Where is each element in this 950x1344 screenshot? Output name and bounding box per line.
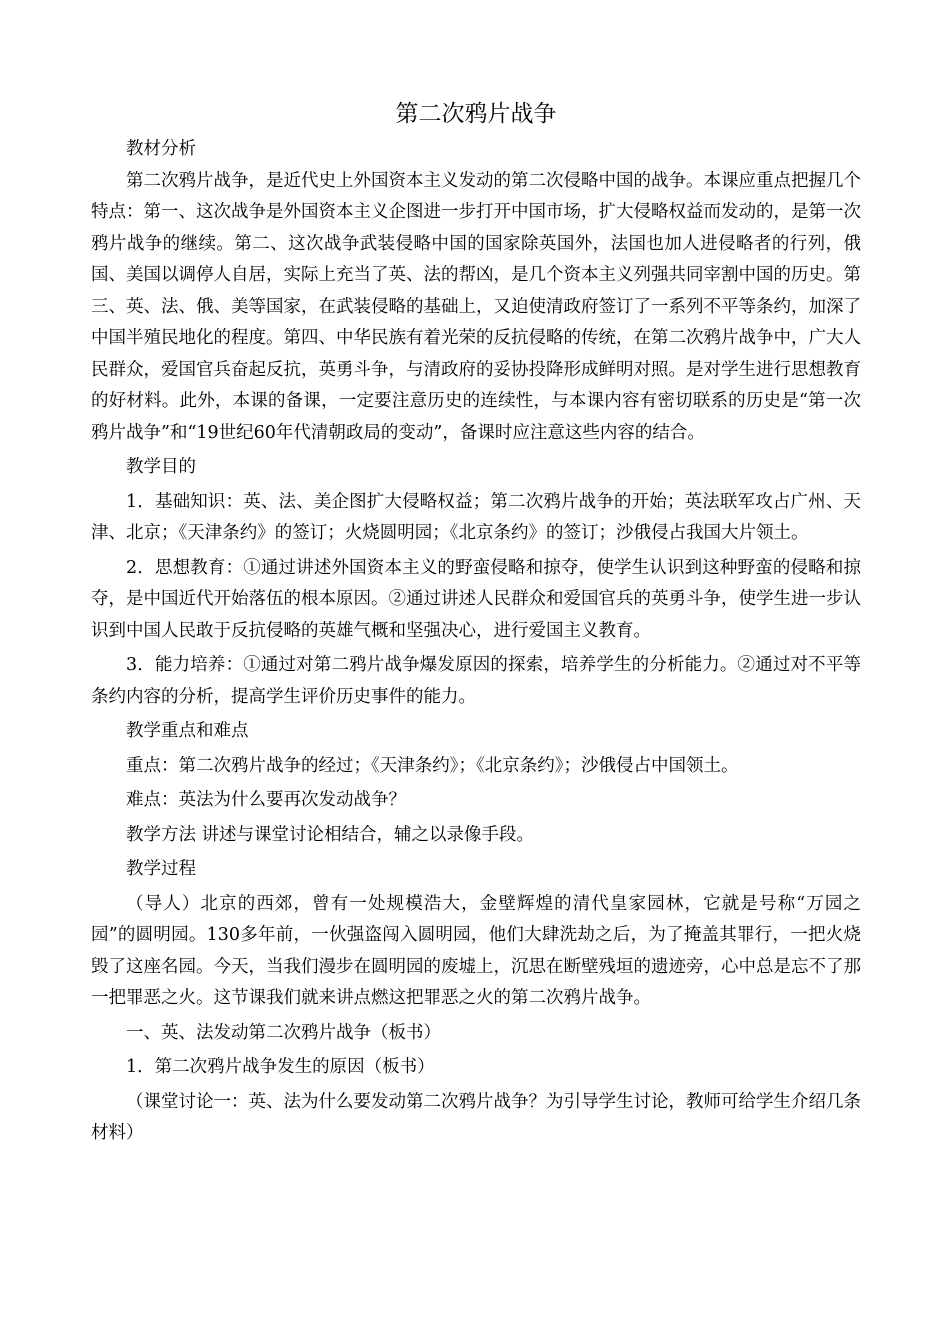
board-heading-1: 一、英、法发动第二次鸦片战争（板书） <box>126 1022 441 1043</box>
goal-ability-training: 3．能力培养：①通过对第二鸦片战争爆发原因的探索，培养学生的分析能力。②通过对不平等条约内容的分析，提高学生评价历史事件的能力。 <box>91 655 861 707</box>
discussion-paragraph: （课堂讨论一：英、法为什么要发动第二次鸦片战争？为引导学生讨论，教师可给学生介绍几条材料） <box>91 1091 861 1143</box>
section-heading-analysis: 教材分析 <box>126 139 196 159</box>
key-point-text: 重点：第二次鸦片战争的经过；《天津条约》；《北京条约》；沙俄侵占中国领土。 <box>126 755 739 776</box>
section-heading-key-points: 教学重点和难点 <box>126 721 249 741</box>
document-title: 第二次鸦片战争 <box>395 101 557 127</box>
intro-paragraph: （导人）北京的西郊，曾有一处规模浩大，金壁辉煌的清代皇家园林，它就是号称“万园之园”的圆明园。130多年前，一伙强盗闯入圆明园，他们大肆洗劫之后，为了掩盖其罪行，一把火烧毁了这座名园。今天，当我们漫步在圆明园的废墟上，沉思在断壁残垣的遗迹旁，心中总是忘不了那一把罪恶之火。这节课我们就来讲点燃这把罪恶之火的第二次鸦片战争。 <box>91 893 861 1008</box>
document-page <box>91 96 861 1150</box>
section-heading-process: 教学过程 <box>126 859 196 879</box>
analysis-paragraph: 第二次鸦片战争，是近代史上外国资本主义发动的第二次侵略中国的战争。本课应重点把握几个特点：第一、这次战争是外国资本主义企图进一步打开中国市场，扩大侵略权益而发动的，是第一次鸦片战争的继续。第二、这次战争武装侵略中国的国家除英国外，法国也加人进侵略者的行列，俄国、美国以调停人自居，实际上充当了英、法的帮凶，是几个资本主义列强共同宰割中国的历史。第三、英、法、俄、美等国家，在武装侵略的基础上，又迫使清政府签订了一系列不平等条约，加深了中国半殖民地化的程度。第四、中华民族有着光荣的反抗侵略的传统，在第二次鸦片战争中，广大人民群众，爱国官兵奋起反抗，英勇斗争，与清政府的妥协投降形成鲜明对照。是对学生进行思想教育的好材料。此外，本课的备课，一定要注意历史的连续性，与本课内容有密切联系的历史是“第一次鸦片战争”和“19世纪60年代清朝政局的变动”，备课时应注意这些内容的结合。 <box>91 170 861 443</box>
section-heading-goals: 教学目的 <box>126 457 196 477</box>
teaching-method-text: 教学方法 讲述与课堂讨论相结合，辅之以录像手段。 <box>126 824 535 845</box>
goal-basic-knowledge: 1．基础知识：英、法、美企图扩大侵略权益；第二次鸦片战争的开始；英法联军攻占广州、天津、北京；《天津条约》的签订；火烧圆明园；《北京条约》的签订；沙俄侵占我国大片领土。 <box>91 491 861 543</box>
difficult-point-text: 难点：英法为什么要再次发动战争？ <box>126 790 406 810</box>
goal-ideological-education: 2．思想教育：①通过讲述外国资本主义的野蛮侵略和掠夺，使学生认识到这种野蛮的侵略和掠夺，是中国近代开始落伍的根本原因。②通过讲述人民群众和爱国官兵的英勇斗争，使学生进一步认识到中国人民敢于反抗侵略的英雄气概和坚强决心，进行爱国主义教育。 <box>91 557 861 641</box>
board-heading-2: 1．第二次鸦片战争发生的原因（板书） <box>126 1057 435 1077</box>
